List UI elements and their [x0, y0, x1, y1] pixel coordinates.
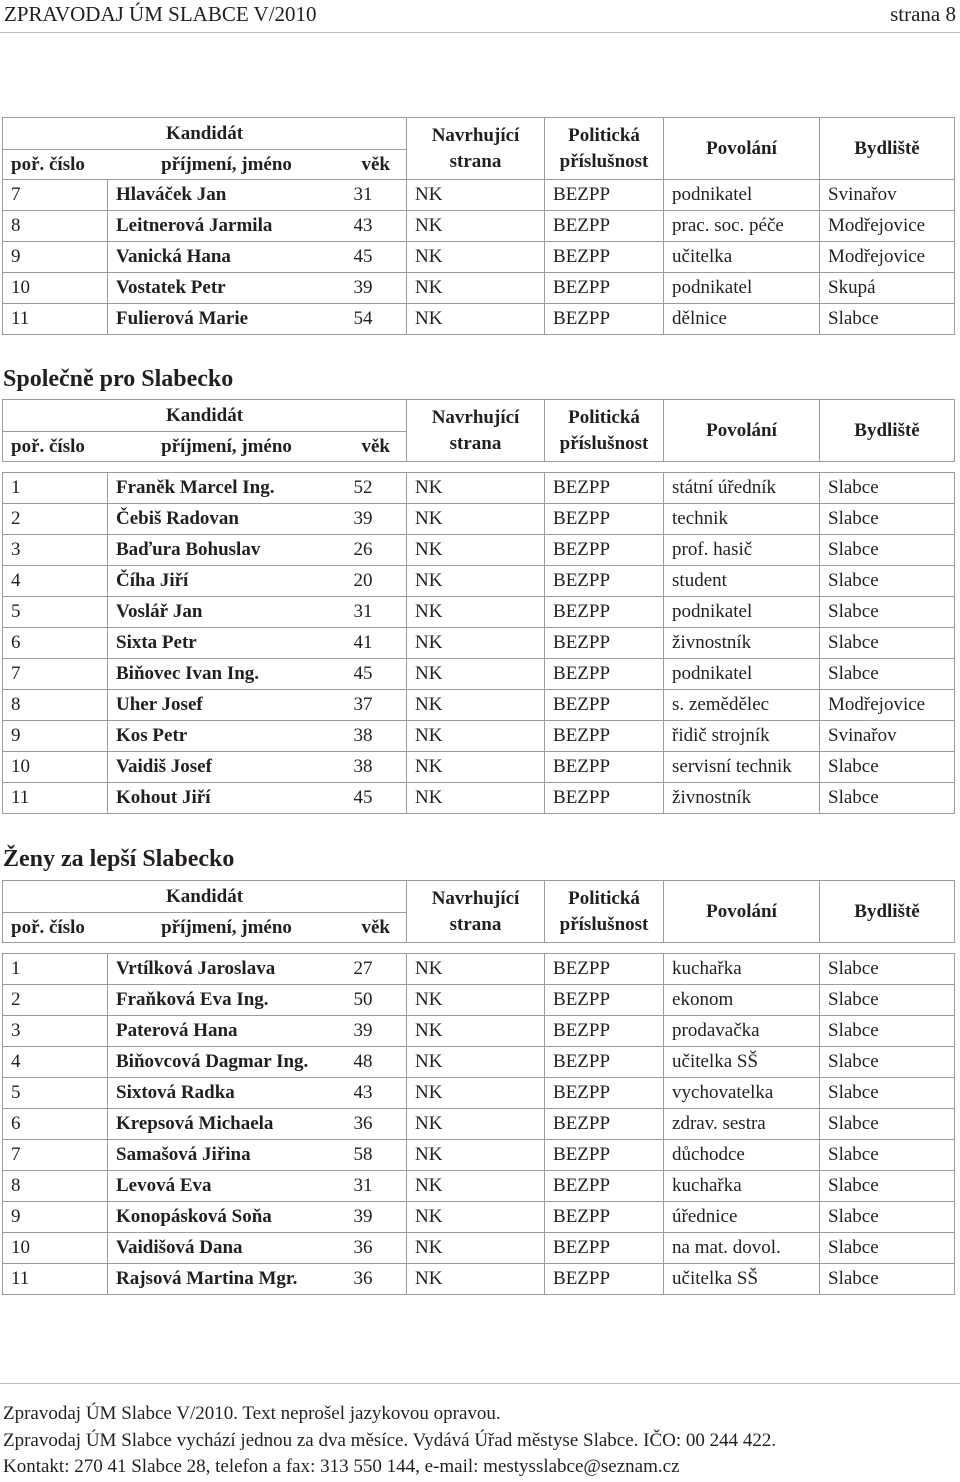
cell-occupation: na mat. dovol.	[664, 1233, 820, 1264]
cell-name: Čebiš Radovan	[108, 504, 346, 535]
cell-name: Číha Jiří	[108, 566, 346, 597]
cell-affiliation: BEZPP	[545, 504, 664, 535]
cell-occupation: učitelka SŠ	[664, 1047, 820, 1078]
cell-party: NK	[407, 504, 545, 535]
cell-name: Vaidiš Josef	[108, 752, 346, 783]
cell-residence: Slabce	[820, 1016, 955, 1047]
candidate-table-2	[2, 399, 955, 814]
cell-residence: Slabce	[820, 304, 955, 335]
header-navrhujici-strana: Navrhující strana	[407, 118, 545, 180]
cell-age: 37	[346, 690, 407, 721]
cell-age: 39	[346, 1202, 407, 1233]
cell-residence: Slabce	[820, 1233, 955, 1264]
cell-name: Sixtová Radka	[108, 1078, 346, 1109]
header-bydliste: Bydliště	[820, 118, 955, 180]
cell-party: NK	[407, 1202, 545, 1233]
table-row	[3, 690, 955, 721]
cell-occupation: podnikatel	[664, 659, 820, 690]
cell-party: NK	[407, 1264, 545, 1295]
section-title-zeny: Ženy za lepší Slabecko	[3, 846, 235, 872]
header-bydliste: Bydliště	[820, 400, 955, 462]
cell-affiliation: BEZPP	[545, 1047, 664, 1078]
cell-number: 9	[3, 1202, 108, 1233]
cell-occupation: prodavačka	[664, 1016, 820, 1047]
cell-age: 54	[346, 304, 407, 335]
cell-affiliation: BEZPP	[545, 597, 664, 628]
cell-number: 5	[3, 1078, 108, 1109]
cell-name: Samašová Jiřina	[108, 1140, 346, 1171]
header-vek: věk	[346, 432, 407, 462]
table-row	[3, 1016, 955, 1047]
cell-affiliation: BEZPP	[545, 566, 664, 597]
cell-affiliation: BEZPP	[545, 180, 664, 211]
cell-party: NK	[407, 985, 545, 1016]
table-row	[3, 273, 955, 304]
cell-occupation: učitelka SŠ	[664, 1264, 820, 1295]
table-row	[3, 1171, 955, 1202]
cell-name: Levová Eva	[108, 1171, 346, 1202]
cell-number: 9	[3, 242, 108, 273]
cell-name: Konopásková Soňa	[108, 1202, 346, 1233]
cell-number: 7	[3, 1140, 108, 1171]
cell-number: 6	[3, 628, 108, 659]
cell-occupation: podnikatel	[664, 180, 820, 211]
cell-name: Vrtílková Jaroslava	[108, 954, 346, 985]
footer-line-1: Zpravodaj ÚM Slabce V/2010. Text neprošel jazykovou opravou.	[3, 1403, 501, 1424]
cell-number: 7	[3, 180, 108, 211]
table-row	[3, 504, 955, 535]
header-navrhujici-strana: Navrhující strana	[407, 881, 545, 943]
cell-number: 1	[3, 954, 108, 985]
table-row	[3, 659, 955, 690]
cell-affiliation: BEZPP	[545, 985, 664, 1016]
header-navrhujici-strana: Navrhující strana	[407, 400, 545, 462]
cell-occupation: živnostník	[664, 628, 820, 659]
cell-affiliation: BEZPP	[545, 1140, 664, 1171]
cell-party: NK	[407, 721, 545, 752]
table-row	[3, 1078, 955, 1109]
cell-number: 10	[3, 752, 108, 783]
cell-residence: Skupá	[820, 273, 955, 304]
cell-age: 36	[346, 1233, 407, 1264]
cell-residence: Slabce	[820, 504, 955, 535]
cell-residence: Slabce	[820, 954, 955, 985]
header-politicka-prislusnost: Politická příslušnost	[545, 881, 664, 943]
header-povolani: Povolání	[664, 118, 820, 180]
cell-name: Paterová Hana	[108, 1016, 346, 1047]
cell-number: 4	[3, 566, 108, 597]
cell-residence: Slabce	[820, 752, 955, 783]
cell-occupation: dělnice	[664, 304, 820, 335]
cell-name: Fraňková Eva Ing.	[108, 985, 346, 1016]
cell-residence: Slabce	[820, 1202, 955, 1233]
cell-party: NK	[407, 1171, 545, 1202]
page-number: strana 8	[890, 2, 956, 26]
cell-name: Biňovcová Dagmar Ing.	[108, 1047, 346, 1078]
cell-affiliation: BEZPP	[545, 304, 664, 335]
cell-occupation: kuchařka	[664, 954, 820, 985]
cell-affiliation: BEZPP	[545, 273, 664, 304]
cell-affiliation: BEZPP	[545, 721, 664, 752]
table-row	[3, 628, 955, 659]
cell-age: 20	[346, 566, 407, 597]
cell-party: NK	[407, 1140, 545, 1171]
table-row	[3, 1202, 955, 1233]
cell-name: Franěk Marcel Ing.	[108, 473, 346, 504]
cell-age: 31	[346, 180, 407, 211]
cell-affiliation: BEZPP	[545, 1233, 664, 1264]
header-povolani: Povolání	[664, 400, 820, 462]
cell-number: 2	[3, 504, 108, 535]
cell-residence: Slabce	[820, 783, 955, 814]
cell-residence: Slabce	[820, 473, 955, 504]
cell-affiliation: BEZPP	[545, 752, 664, 783]
header-politicka-prislusnost: Politická příslušnost	[545, 118, 664, 180]
cell-residence: Slabce	[820, 535, 955, 566]
cell-residence: Modřejovice	[820, 242, 955, 273]
cell-age: 50	[346, 985, 407, 1016]
cell-residence: Slabce	[820, 566, 955, 597]
cell-residence: Slabce	[820, 985, 955, 1016]
cell-party: NK	[407, 180, 545, 211]
cell-party: NK	[407, 1016, 545, 1047]
cell-affiliation: BEZPP	[545, 1016, 664, 1047]
cell-residence: Slabce	[820, 1140, 955, 1171]
header-divider	[0, 32, 960, 33]
header-kandidat: Kandidát	[3, 118, 407, 150]
cell-residence: Slabce	[820, 597, 955, 628]
cell-occupation: prac. soc. péče	[664, 211, 820, 242]
cell-party: NK	[407, 752, 545, 783]
cell-name: Uher Josef	[108, 690, 346, 721]
cell-affiliation: BEZPP	[545, 1202, 664, 1233]
cell-residence: Slabce	[820, 628, 955, 659]
cell-party: NK	[407, 535, 545, 566]
cell-party: NK	[407, 1078, 545, 1109]
table-row	[3, 1140, 955, 1171]
cell-party: NK	[407, 273, 545, 304]
header-prijmeni-jmeno: příjmení, jméno	[108, 150, 346, 180]
cell-number: 8	[3, 211, 108, 242]
cell-occupation: student	[664, 566, 820, 597]
cell-residence: Slabce	[820, 1264, 955, 1295]
cell-occupation: s. zemědělec	[664, 690, 820, 721]
cell-residence: Svinařov	[820, 721, 955, 752]
cell-affiliation: BEZPP	[545, 473, 664, 504]
cell-age: 36	[346, 1109, 407, 1140]
footer-line-2: Zpravodaj ÚM Slabce vychází jednou za dva měsíce. Vydává Úřad městyse Slabce. IČO: 00 244 422.	[3, 1430, 777, 1451]
cell-party: NK	[407, 1047, 545, 1078]
cell-number: 11	[3, 304, 108, 335]
cell-age: 39	[346, 1016, 407, 1047]
cell-age: 58	[346, 1140, 407, 1171]
cell-number: 8	[3, 1171, 108, 1202]
footer-line-3: Kontakt: 270 41 Slabce 28, telefon a fax: 313 550 144, e-mail: mestysslabce@seznam.cz	[3, 1456, 680, 1477]
candidate-table-1	[2, 117, 955, 335]
table-row	[3, 180, 955, 211]
cell-name: Rajsová Martina Mgr.	[108, 1264, 346, 1295]
cell-party: NK	[407, 242, 545, 273]
cell-party: NK	[407, 1233, 545, 1264]
cell-age: 27	[346, 954, 407, 985]
table-row	[3, 211, 955, 242]
table-row	[3, 304, 955, 335]
table-row	[3, 242, 955, 273]
cell-residence: Svinařov	[820, 180, 955, 211]
cell-occupation: servisní technik	[664, 752, 820, 783]
cell-age: 41	[346, 628, 407, 659]
cell-number: 2	[3, 985, 108, 1016]
table-row	[3, 535, 955, 566]
header-prijmeni-jmeno: příjmení, jméno	[108, 432, 346, 462]
cell-party: NK	[407, 473, 545, 504]
cell-party: NK	[407, 211, 545, 242]
header-vek: věk	[346, 913, 407, 943]
cell-occupation: zdrav. sestra	[664, 1109, 820, 1140]
cell-occupation: podnikatel	[664, 597, 820, 628]
cell-number: 11	[3, 1264, 108, 1295]
cell-number: 3	[3, 535, 108, 566]
cell-occupation: řidič strojník	[664, 721, 820, 752]
table-row	[3, 783, 955, 814]
cell-residence: Slabce	[820, 1171, 955, 1202]
cell-affiliation: BEZPP	[545, 659, 664, 690]
table-row	[3, 752, 955, 783]
cell-age: 45	[346, 659, 407, 690]
candidate-table-3	[2, 880, 955, 1295]
cell-number: 10	[3, 1233, 108, 1264]
cell-number: 4	[3, 1047, 108, 1078]
cell-residence: Modřejovice	[820, 211, 955, 242]
cell-party: NK	[407, 628, 545, 659]
cell-affiliation: BEZPP	[545, 954, 664, 985]
table-row	[3, 954, 955, 985]
cell-name: Voslář Jan	[108, 597, 346, 628]
newsletter-title: ZPRAVODAJ ÚM SLABCE V/2010	[4, 2, 317, 26]
cell-affiliation: BEZPP	[545, 1109, 664, 1140]
cell-number: 1	[3, 473, 108, 504]
cell-number: 7	[3, 659, 108, 690]
cell-occupation: kuchařka	[664, 1171, 820, 1202]
cell-age: 38	[346, 752, 407, 783]
cell-residence: Slabce	[820, 1109, 955, 1140]
cell-affiliation: BEZPP	[545, 1078, 664, 1109]
cell-name: Biňovec Ivan Ing.	[108, 659, 346, 690]
table-row	[3, 985, 955, 1016]
header-prijmeni-jmeno: příjmení, jméno	[108, 913, 346, 943]
header-kandidat: Kandidát	[3, 881, 407, 913]
cell-age: 26	[346, 535, 407, 566]
spacer-row	[3, 462, 955, 473]
table-row	[3, 473, 955, 504]
cell-name: Krepsová Michaela	[108, 1109, 346, 1140]
cell-age: 52	[346, 473, 407, 504]
cell-party: NK	[407, 690, 545, 721]
cell-affiliation: BEZPP	[545, 783, 664, 814]
cell-age: 45	[346, 783, 407, 814]
cell-age: 43	[346, 211, 407, 242]
cell-occupation: prof. hasič	[664, 535, 820, 566]
cell-age: 48	[346, 1047, 407, 1078]
section-title-spolecne: Společně pro Slabecko	[3, 366, 234, 392]
cell-occupation: vychovatelka	[664, 1078, 820, 1109]
header-por-cislo: poř. číslo	[3, 432, 108, 462]
cell-name: Sixta Petr	[108, 628, 346, 659]
table-row	[3, 597, 955, 628]
footer-divider	[0, 1383, 960, 1384]
cell-party: NK	[407, 954, 545, 985]
cell-occupation: ekonom	[664, 985, 820, 1016]
cell-name: Fulierová Marie	[108, 304, 346, 335]
cell-affiliation: BEZPP	[545, 690, 664, 721]
table-row	[3, 1047, 955, 1078]
cell-occupation: živnostník	[664, 783, 820, 814]
cell-affiliation: BEZPP	[545, 211, 664, 242]
cell-affiliation: BEZPP	[545, 1264, 664, 1295]
cell-age: 36	[346, 1264, 407, 1295]
cell-occupation: technik	[664, 504, 820, 535]
header-bydliste: Bydliště	[820, 881, 955, 943]
cell-number: 9	[3, 721, 108, 752]
cell-name: Baďura Bohuslav	[108, 535, 346, 566]
cell-residence: Slabce	[820, 1078, 955, 1109]
cell-age: 43	[346, 1078, 407, 1109]
header-kandidat: Kandidát	[3, 400, 407, 432]
table-row	[3, 1264, 955, 1295]
cell-occupation: úřednice	[664, 1202, 820, 1233]
cell-party: NK	[407, 659, 545, 690]
cell-number: 10	[3, 273, 108, 304]
cell-occupation: důchodce	[664, 1140, 820, 1171]
cell-occupation: státní úředník	[664, 473, 820, 504]
header-vek: věk	[346, 150, 407, 180]
cell-name: Vanická Hana	[108, 242, 346, 273]
table-row	[3, 566, 955, 597]
cell-affiliation: BEZPP	[545, 535, 664, 566]
cell-name: Vaidišová Dana	[108, 1233, 346, 1264]
cell-name: Kohout Jiří	[108, 783, 346, 814]
cell-name: Vostatek Petr	[108, 273, 346, 304]
cell-name: Leitnerová Jarmila	[108, 211, 346, 242]
table-row	[3, 1109, 955, 1140]
cell-affiliation: BEZPP	[545, 628, 664, 659]
cell-occupation: učitelka	[664, 242, 820, 273]
header-politicka-prislusnost: Politická příslušnost	[545, 400, 664, 462]
cell-residence: Modřejovice	[820, 690, 955, 721]
cell-age: 39	[346, 273, 407, 304]
cell-party: NK	[407, 783, 545, 814]
cell-age: 31	[346, 597, 407, 628]
header-por-cislo: poř. číslo	[3, 150, 108, 180]
cell-affiliation: BEZPP	[545, 242, 664, 273]
cell-number: 3	[3, 1016, 108, 1047]
cell-party: NK	[407, 1109, 545, 1140]
cell-age: 39	[346, 504, 407, 535]
cell-number: 5	[3, 597, 108, 628]
page-header	[0, 0, 960, 32]
cell-age: 31	[346, 1171, 407, 1202]
cell-affiliation: BEZPP	[545, 1171, 664, 1202]
cell-age: 38	[346, 721, 407, 752]
table-row	[3, 1233, 955, 1264]
cell-number: 11	[3, 783, 108, 814]
cell-party: NK	[407, 304, 545, 335]
cell-age: 45	[346, 242, 407, 273]
cell-occupation: podnikatel	[664, 273, 820, 304]
header-povolani: Povolání	[664, 881, 820, 943]
cell-residence: Slabce	[820, 1047, 955, 1078]
spacer-row	[3, 943, 955, 954]
cell-number: 8	[3, 690, 108, 721]
cell-party: NK	[407, 597, 545, 628]
cell-name: Kos Petr	[108, 721, 346, 752]
cell-party: NK	[407, 566, 545, 597]
cell-residence: Slabce	[820, 659, 955, 690]
cell-number: 6	[3, 1109, 108, 1140]
header-por-cislo: poř. číslo	[3, 913, 108, 943]
table-row	[3, 721, 955, 752]
cell-name: Hlaváček Jan	[108, 180, 346, 211]
